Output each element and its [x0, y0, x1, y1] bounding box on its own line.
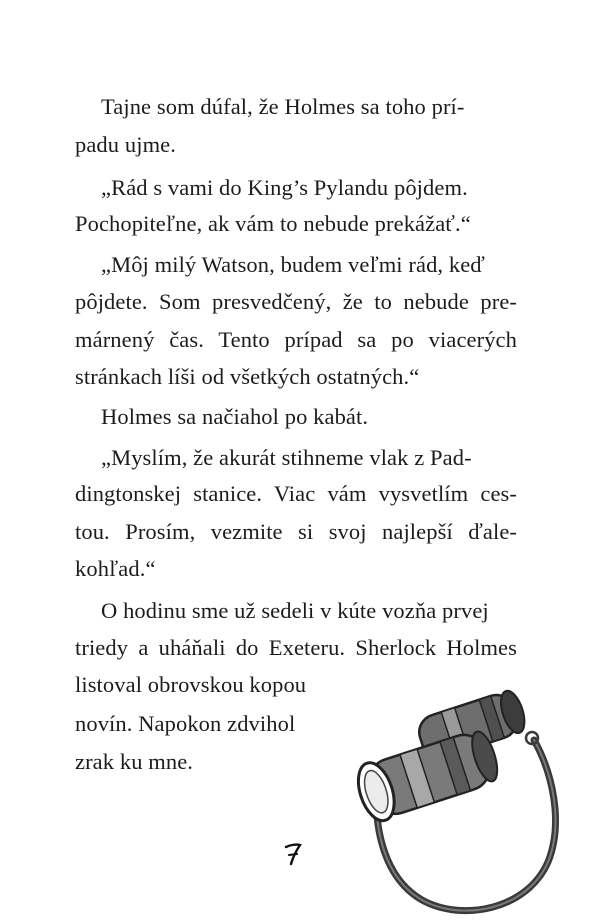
text-line: novín. Napokon zdvihol [75, 711, 296, 736]
text-line: listoval obrovskou kopou [75, 672, 307, 697]
binoculars-icon [352, 682, 592, 917]
text-line: Pochopiteľne, ak vám to nebude prekážať.“ [75, 211, 471, 236]
text-line: Tajne som dúfal, že Holmes sa toho prí- [101, 94, 465, 119]
text-line: pôjdete. Som presvedčený, že to nebude pre- [75, 289, 517, 314]
text-line: „Rád s vami do King’s Pylandu pôjdem. [101, 175, 468, 200]
text-line: kohľad.“ [75, 556, 156, 581]
text-line: „Myslím, že akurát stihneme vlak z Pad- [101, 445, 472, 470]
text-line: dingtonskej stanice. Viac vám vysvetlím ces- [75, 481, 517, 506]
text-line: tou. Prosím, vezmite si svoj najlepší ďale- [75, 519, 517, 544]
text-line: Holmes sa načiahol po kabát. [101, 404, 369, 429]
text-line: „Môj milý Watson, budem veľmi rád, keď [101, 252, 485, 277]
text-line: stránkach líši od všetkých ostatných.“ [75, 364, 420, 389]
text-line: padu ujme. [75, 132, 176, 157]
text-line: triedy a uháňali do Exeteru. Sherlock Holmes [75, 635, 517, 660]
page-number [281, 841, 305, 867]
text-line: zrak ku mne. [75, 749, 194, 774]
text-line: márnený čas. Tento prípad sa po viacerých [75, 327, 517, 352]
text-line: O hodinu sme už sedeli v kúte vozňa prvej [101, 598, 489, 623]
